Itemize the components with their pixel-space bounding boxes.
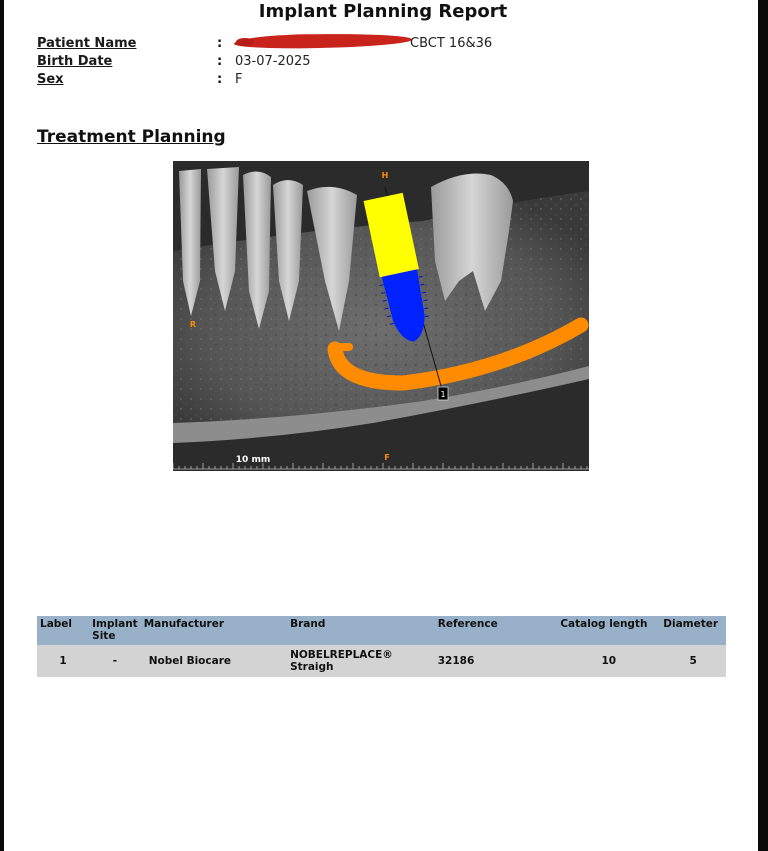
table-header-row [37, 616, 726, 645]
header-catalog-length: Catalog length [557, 616, 660, 645]
cell-label: 1 [37, 645, 89, 677]
cell-catalog-length: 10 [557, 645, 660, 677]
cell-manufacturer: Nobel Biocare [141, 645, 287, 677]
patient-name-label: Patient Name [37, 36, 137, 51]
report-title: Implant Planning Report [258, 1, 508, 22]
patient-name-colon: : [217, 36, 223, 51]
cell-reference: 32186 [435, 645, 558, 677]
birth-date-label: Birth Date [37, 54, 113, 69]
cell-diameter: 5 [660, 645, 726, 677]
cell-implant-site: - [89, 645, 141, 677]
sex-label: Sex [37, 72, 64, 87]
header-reference: Reference [435, 616, 558, 645]
marker-side: R [189, 320, 197, 329]
marker-bottom: F [384, 453, 390, 462]
header-brand: Brand [287, 616, 435, 645]
implant-table [37, 616, 726, 677]
table-row [37, 645, 726, 677]
header-diameter: Diameter [660, 616, 726, 645]
birth-date-value: 03-07-2025 [235, 54, 311, 69]
header-implant-site: Implant Site [89, 616, 141, 645]
sex-colon: : [217, 72, 223, 87]
header-label: Label [37, 616, 89, 645]
cell-brand: NOBELREPLACE® Straigh [287, 645, 435, 677]
marker-top: H [381, 171, 389, 180]
implant-label: 1 [440, 390, 446, 399]
patient-name-value: CBCT 16&36 [410, 36, 493, 51]
sex-value: F [235, 72, 243, 87]
redaction-mark-start [236, 38, 254, 46]
treatment-planning-heading: Treatment Planning [37, 127, 226, 147]
scale-label: 10 mm [235, 455, 271, 465]
cbct-panoramic-image [173, 161, 589, 471]
header-manufacturer: Manufacturer [141, 616, 287, 645]
birth-date-colon: : [217, 54, 223, 69]
